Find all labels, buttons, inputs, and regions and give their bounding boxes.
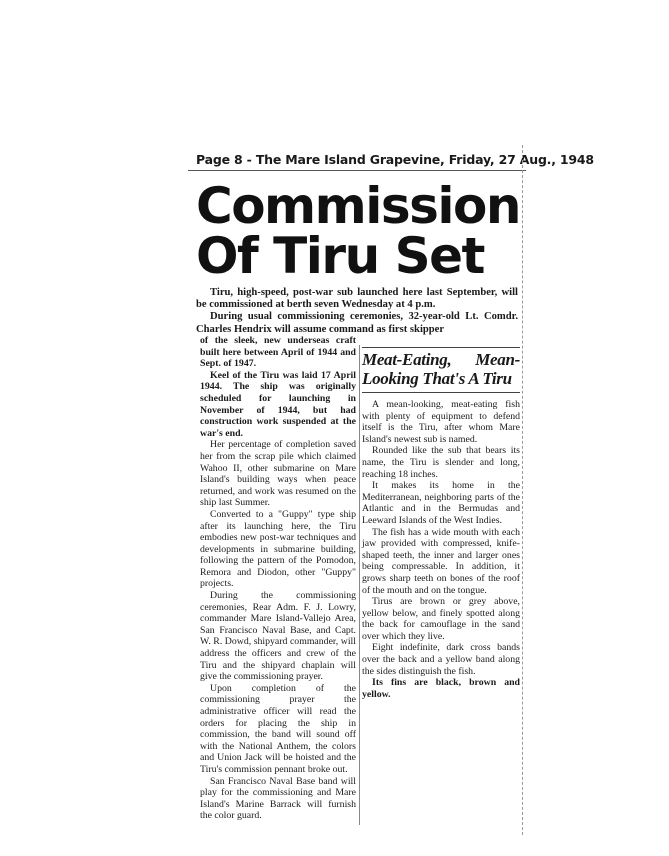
lead-paragraphs: [196, 287, 518, 336]
article-column-left: [200, 335, 356, 822]
newspaper-clipping: [178, 145, 594, 835]
sidebar-paragraph: The fish has a wide mouth with each jaw provided with compressed, knife-shaped teeth, the inner and larger ones being compressable. In addition, it grows sharp teeth on bones of the roof of the mouth and on the tongue.: [362, 526, 520, 596]
headline-line-2: Of Tiru Set: [196, 227, 484, 285]
lead-paragraph: During usual commissioning ceremonies, 32-year-old Lt. Comdr. Charles Hendrix will assume command as first skipper: [196, 311, 518, 335]
headline-line-1: Commission: [196, 177, 520, 235]
sidebar-paragraph: Tirus are brown or grey above, yellow below, and finely spotted along the back for camouflage in the sand over which they live.: [362, 596, 520, 642]
article-paragraph: During the commissioning ceremonies, Rear Adm. F. J. Lowry, commander Mare Island-Vallejo Area, San Francisco Naval Base, and Capt. W. R. Dowd, shipyard commander, will address the officers and crew of the Tiru and the shipyard chaplain will give the commissioning prayer.: [200, 590, 356, 683]
sidebar-paragraph: Its fins are black, brown and yellow.: [362, 677, 520, 700]
clipping-edge: [522, 145, 523, 835]
sidebar-paragraph: Rounded like the sub that bears its name, the Tiru is slender and long, reaching 18 inches.: [362, 445, 520, 480]
lead-paragraph: Tiru, high-speed, post-war sub launched here last September, will be commissioned at berth seven Wednesday at 4 p.m.: [196, 287, 518, 311]
article-paragraph: Keel of the Tiru was laid 17 April 1944. The ship was originally scheduled for launching in November of 1944, but had construction work suspended at the war's end.: [200, 369, 356, 439]
article-paragraph: of the sleek, new underseas craft built here between April of 1944 and Sept. of 1947.: [200, 335, 356, 370]
article-paragraph: Her percentage of completion saved her from the scrap pile which claimed Wahoo II, other submarine on Mare Island's building ways when peace returned, and work was resumed on the ship last Summer.: [200, 439, 356, 509]
sidebar-paragraph: It makes its home in the Mediterranean, neighboring parts of the Atlantic and in the Bermudas and Leeward Islands of the West Indies.: [362, 480, 520, 526]
dateline-rule: [188, 170, 526, 171]
sidebar-subhead: Meat-Eating, Mean-Looking That's A Tiru: [362, 347, 520, 393]
article-paragraph: Converted to a "Guppy" type ship after its launching here, the Tiru embodies new post-war techniques and developments in submarine building, following the pattern of the Pomodon, Remora and Diodon, other "Guppy" projects.: [200, 508, 356, 590]
sidebar-paragraph: Eight indefinite, dark cross bands over the back and a yellow band along the sides distinguish the fish.: [362, 642, 520, 677]
article-paragraph: San Francisco Naval Base band will play for the commissioning and Mare Island's Marine Barrack will furnish the color guard.: [200, 775, 356, 822]
sidebar-paragraph: A mean-looking, meat-eating fish with plenty of equipment to defend itself is the Tiru, after whom Mare Island's newest sub is named.: [362, 399, 520, 445]
article-paragraph: Upon completion of the commissioning prayer the administrative officer will read the orders for placing the ship in commission, the band will sound off with the National Anthem, the colors and Union Jack will be hoisted and the Tiru's commission pennant broke out.: [200, 682, 356, 775]
article-column-right: [362, 347, 520, 700]
dateline: Page 8 - The Mare Island Grapevine, Friday, 27 Aug., 1948: [196, 152, 594, 167]
column-divider: [359, 345, 360, 825]
